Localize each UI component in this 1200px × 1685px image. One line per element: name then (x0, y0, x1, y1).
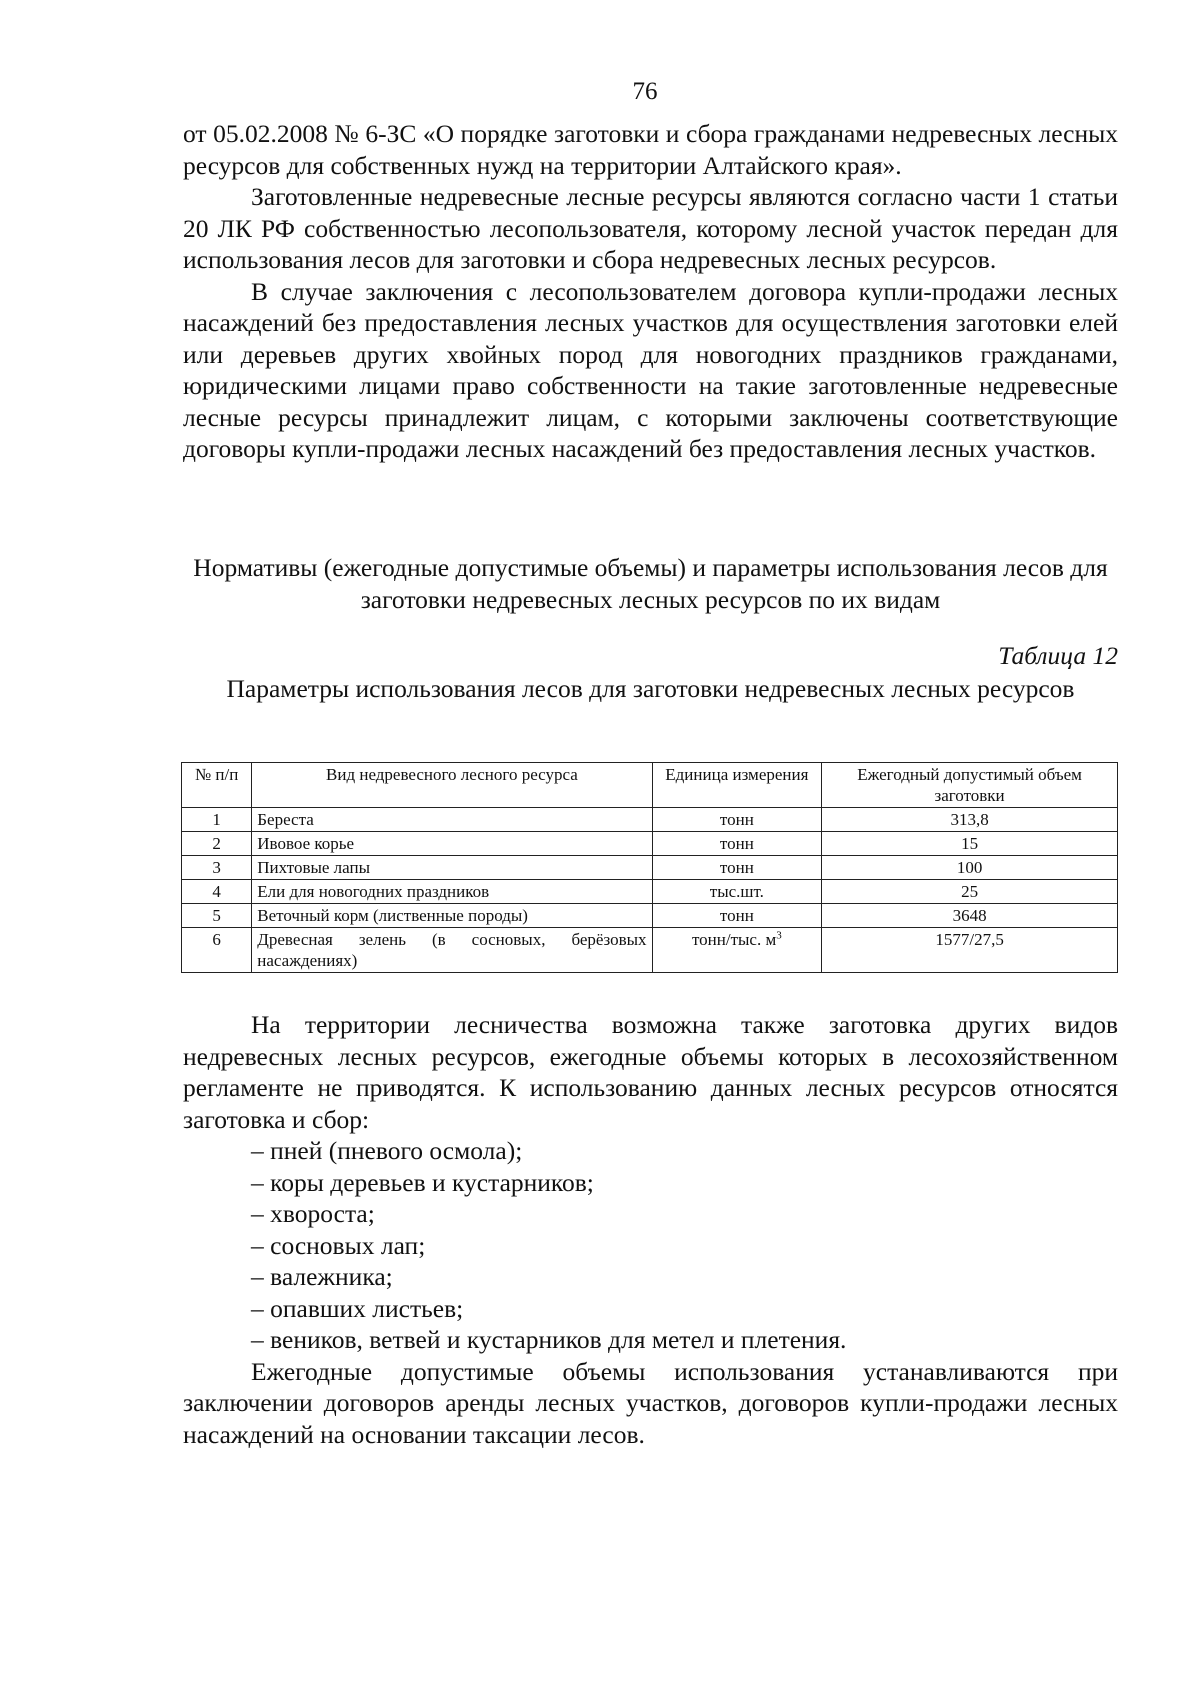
table-label: Таблица 12 (998, 641, 1118, 670)
list-item: – коры деревьев и кустарников; (251, 1167, 594, 1197)
table-header-row (182, 763, 1118, 808)
list-item: – пней (пневого осмола); (251, 1136, 523, 1165)
row-unit: тыс.шт. (652, 880, 822, 904)
table-row (182, 928, 1118, 973)
unit-text: тонн/тыс. м (691, 930, 777, 949)
row-num: 2 (182, 832, 252, 856)
ownership-paragraph: Заготовленные недревесные лесные ресурсы являются согласно части 1 статьи 20 ЛК РФ собственностью лесопользователя, которому лесной участок передан для использования лесов для заготовки и сбора недревесных лесных ресурсов. (183, 182, 1118, 274)
row-volume: 313,8 (822, 808, 1118, 832)
list-item: – хвороста; (251, 1199, 375, 1228)
header-volume: Ежегодный допустимый объем заготовки (822, 763, 1118, 808)
table-row (182, 880, 1118, 904)
text-block-top (183, 118, 1118, 465)
list-item: – сосновых лап; (251, 1230, 426, 1260)
page-number: 76 (632, 78, 658, 105)
row-unit: тонн (652, 904, 822, 928)
row-unit: тонн (652, 832, 822, 856)
section-heading: Нормативы (ежегодные допустимые объемы) и параметры использования лесов для заготовки недревесных лесных ресурсов по их видам (193, 553, 1108, 614)
list-item: – веников, ветвей и кустарников для метел и плетения. (251, 1325, 847, 1354)
row-volume: 25 (822, 880, 1118, 904)
row-unit: тонн (652, 856, 822, 880)
row-num: 5 (182, 904, 252, 928)
row-volume: 1577/27,5 (822, 928, 1118, 973)
intro-paragraph: от 05.02.2008 № 6-ЗС «О порядке заготовки и сбора гражданами недревесных лесных ресурсов для собственных нужд на территории Алтайского края». (183, 119, 1118, 180)
row-name: Пихтовые лапы (252, 856, 652, 880)
table-row (182, 856, 1118, 880)
row-name: Береста (252, 808, 652, 832)
header-name: Вид недревесного лесного ресурса (252, 763, 652, 808)
other-resources-paragraph: На территории лесничества возможна также заготовка других видов недревесных лесных ресурсов, ежегодные объемы которых в лесохозяйственном регламенте не приводятся. К использованию данных лесных ресурсов относятся заготовка и сбор: (183, 1010, 1118, 1134)
final-paragraph: Ежегодные допустимые объемы использования устанавливаются при заключении договоров аренды лесных участков, договоров купли-продажи лесных насаждений на основании таксации лесов. (183, 1356, 1118, 1449)
harvest-list (183, 1135, 1118, 1356)
header-num: № п/п (182, 763, 252, 808)
row-volume: 100 (822, 856, 1118, 880)
header-unit: Единица измерения (652, 763, 822, 808)
row-volume: 15 (822, 832, 1118, 856)
text-block-bottom (183, 1009, 1118, 1450)
row-volume: 3648 (822, 904, 1118, 928)
table-title: Параметры использования лесов для заготовки недревесных лесных ресурсов (226, 674, 1075, 703)
row-name: Древесная зелень (в сосновых, берёзовых насаждениях) (252, 928, 652, 973)
list-item: – валежника; (251, 1262, 393, 1291)
row-name: Веточный корм (лиственные породы) (252, 904, 652, 928)
row-unit (652, 928, 822, 973)
row-num: 4 (182, 880, 252, 904)
contract-paragraph: В случае заключения с лесопользователем договора купли-продажи лесных насаждений без предоставления лесных участков для осуществления заготовки елей или деревьев других хвойных пород для новогодних праздников гражданами, юридическими лицами право собственности на такие заготовленные недревесные лесные ресурсы принадлежит лицам, с которыми заключены соответствующие договоры купли-продажи лесных насаждений без предоставления лесных участков. (183, 276, 1118, 463)
row-num: 1 (182, 808, 252, 832)
row-name: Ивовое корье (252, 832, 652, 856)
table-row (182, 904, 1118, 928)
list-item: – опавших листьев; (251, 1293, 464, 1323)
table-row (182, 808, 1118, 832)
unit-superscript: 3 (776, 929, 782, 942)
row-num: 6 (182, 928, 252, 973)
row-num: 3 (182, 856, 252, 880)
row-unit: тонн (652, 808, 822, 832)
resources-table (181, 762, 1118, 973)
table-row (182, 832, 1118, 856)
row-name: Ели для новогодних праздников (252, 880, 652, 904)
